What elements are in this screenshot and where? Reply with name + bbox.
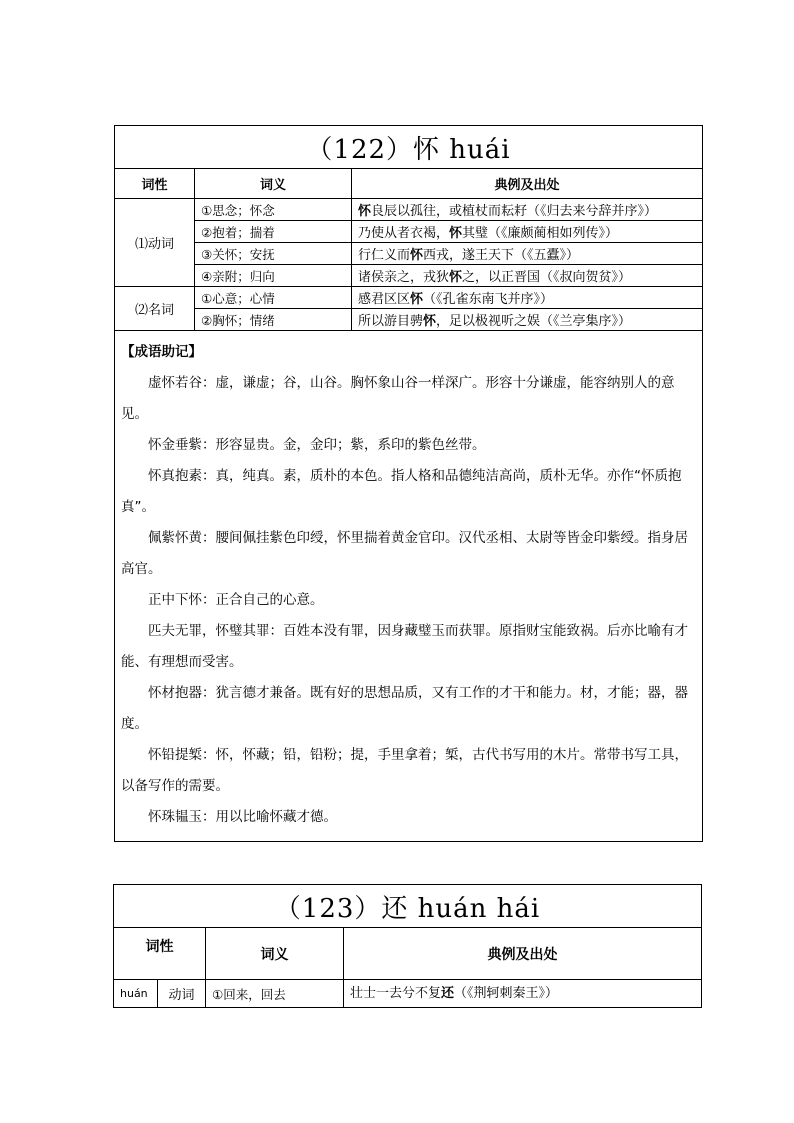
example-text: 之，以正晋国（《叔向贺贫》） bbox=[462, 270, 632, 285]
example-text: 诸侯亲之，戎狄 bbox=[358, 270, 450, 285]
example-text: ，足以极视听之娱（《兰亭集序》） bbox=[436, 314, 632, 329]
example-text: （《荆轲刺秦王》） bbox=[454, 986, 559, 1001]
keyword: 还 bbox=[441, 986, 455, 1001]
example-text: 壮士一去兮不复 bbox=[350, 986, 442, 1001]
entry-123-title: （123）还 huán hái bbox=[114, 885, 702, 928]
header-example: 典例及出处 bbox=[344, 928, 702, 980]
keyword: 怀 bbox=[410, 248, 424, 263]
header-pos: 词性 bbox=[115, 169, 195, 199]
sense-meaning: ①思念；怀念 bbox=[195, 199, 352, 221]
idiom-notes bbox=[115, 331, 703, 842]
entry-123-table bbox=[113, 884, 702, 1008]
idiom-item: 怀真抱素：真，纯真。素，质朴的本色。指人格和品德纯洁高尚，质朴无华。亦作“怀质抱真”。 bbox=[121, 468, 682, 515]
idiom-item: 怀金垂紫：形容显贵。金，金印；紫，系印的紫色丝带。 bbox=[148, 437, 486, 453]
header-meaning: 词义 bbox=[195, 169, 352, 199]
pos-verb: ⑴动词 bbox=[115, 199, 195, 287]
sense-example bbox=[352, 221, 703, 243]
notes-heading: 【成语助记】 bbox=[121, 344, 202, 360]
pos-verb: 动词 bbox=[158, 980, 206, 1008]
keyword: 怀 bbox=[358, 204, 372, 219]
sense-meaning: ①心意；心情 bbox=[195, 287, 352, 309]
example-text: 其璧（《廉颇蔺相如列传》） bbox=[462, 226, 619, 241]
entry-122-title: （122）怀 huái bbox=[115, 126, 703, 169]
sense-example bbox=[352, 243, 703, 265]
idiom-item: 怀珠韫玉：用以比喻怀藏才德。 bbox=[148, 809, 337, 825]
idiom-item: 虚怀若谷：虚，谦虚；谷，山谷。胸怀象山谷一样深广。形容十分谦虚，能容纳别人的意见。 bbox=[121, 375, 675, 422]
header-meaning: 词义 bbox=[206, 928, 344, 980]
sense-meaning: ①回来，回去 bbox=[206, 980, 344, 1008]
reading: huán bbox=[114, 980, 158, 1008]
keyword: 怀 bbox=[449, 270, 463, 285]
example-text: 西戎，遂王天下（《五蠹》） bbox=[423, 248, 580, 263]
idiom-item: 怀铅提椠：怀，怀藏；铅，铅粉；提，手里拿着；椠，古代书写用的木片。常带书写工具，以备写作的需要。 bbox=[121, 747, 688, 794]
sense-example bbox=[352, 309, 703, 331]
pos-noun: ⑵名词 bbox=[115, 287, 195, 331]
keyword: 怀 bbox=[423, 314, 437, 329]
idiom-item: 怀材抱器：犹言德才兼备。既有好的思想品质，又有工作的才干和能力。材，才能；器，器度。 bbox=[121, 685, 688, 732]
idiom-item: 正中下怀：正合自己的心意。 bbox=[148, 592, 324, 608]
header-example: 典例及出处 bbox=[352, 169, 703, 199]
sense-example bbox=[352, 265, 703, 287]
example-text: 所以游目骋 bbox=[358, 314, 424, 329]
keyword: 怀 bbox=[449, 226, 463, 241]
idiom-item: 匹夫无罪，怀璧其罪：百姓本没有罪，因身藏璧玉而获罪。原指财宝能致祸。后亦比喻有才能、有理想而受害。 bbox=[121, 623, 688, 670]
example-text: 行仁义而 bbox=[358, 248, 411, 263]
header-pos: 词性 bbox=[114, 928, 206, 980]
example-text: 良辰以孤往，或植杖而耘耔（《归去来兮辞并序》） bbox=[371, 204, 658, 219]
sense-example bbox=[352, 199, 703, 221]
sense-example bbox=[352, 287, 703, 309]
sense-meaning: ②抱着；揣着 bbox=[195, 221, 352, 243]
sense-example bbox=[344, 980, 702, 1008]
sense-meaning: ②胸怀；情绪 bbox=[195, 309, 352, 331]
sense-meaning: ③关怀；安抚 bbox=[195, 243, 352, 265]
example-text: 乃使从者衣褐， bbox=[358, 226, 450, 241]
example-text: （《孔雀东南飞并序》） bbox=[423, 292, 554, 307]
entry-122-table bbox=[114, 125, 703, 842]
idiom-item: 佩紫怀黄：腰间佩挂紫色印绶，怀里揣着黄金官印。汉代丞相、太尉等皆金印紫绶。指身居高官。 bbox=[121, 530, 688, 577]
keyword: 怀 bbox=[410, 292, 424, 307]
example-text: 感君区区 bbox=[358, 292, 411, 307]
sense-meaning: ④亲附；归向 bbox=[195, 265, 352, 287]
